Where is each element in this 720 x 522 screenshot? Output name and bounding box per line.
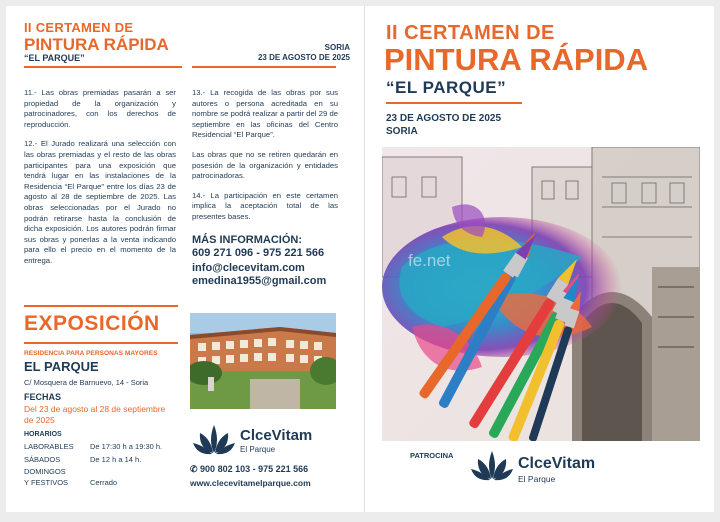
- brochure: [6, 6, 714, 512]
- rule-14: 14.- La participación en este certamen implica la aceptación total de las presentes bases.: [192, 190, 338, 221]
- cover-title-subtitle: “EL PARQUE”: [386, 78, 507, 97]
- rule-12: 12.- El Jurado realizará una selección con las obras premiadas y el resto de las obras participantes para una exposición que tendrá lugar en las instalaciones de la Residencia “El Parque” entre los días 23 de agosto al 28 de septiembre de 2025. Las obras seleccionadas por el Jurado no podrán retirarse hasta la conclusión de dicha exposición. Los autores podrán firmar sus obras y ponerlas a la venta indicando para ello el precio en el momento de la entrega.: [24, 139, 176, 265]
- patrocina-label: PATROCINA: [410, 451, 454, 460]
- cover-title-line1: II CERTAMEN DE: [386, 22, 555, 44]
- rule-11: 11.- Las obras premiadas pasarán a ser propiedad de la organización y patrocinadores, con los derechos de reproducción.: [24, 88, 176, 129]
- left-header-city: SORIA: [324, 43, 350, 52]
- rules-column-1: [24, 88, 176, 276]
- more-info-title: MÁS INFORMACIÓN:: [192, 234, 302, 246]
- expo-rule-bottom: [24, 342, 178, 344]
- left-logo-sub: El Parque: [240, 445, 276, 454]
- horarios-label: HORARIOS: [24, 431, 62, 438]
- left-header-rule-1: [24, 66, 182, 68]
- left-header-subtitle: “EL PARQUE”: [24, 53, 85, 63]
- more-info-email-2[interactable]: emedina1955@gmail.com: [192, 275, 327, 287]
- venue-label: RESIDENCIA PARA PERSONAS MAYORES: [24, 350, 158, 357]
- venue-address: C/ Mosquera de Barnuevo, 14 - Soria: [24, 378, 149, 387]
- left-header-date: 23 DE AGOSTO DE 2025: [257, 53, 350, 62]
- left-logo-name: ClceVitam: [240, 427, 313, 444]
- cover-city: SORIA: [386, 126, 418, 137]
- schedule-day-1: LABORABLES: [24, 442, 74, 451]
- schedule-hours-4: Cerrado: [90, 478, 118, 487]
- cover-rule: [386, 102, 522, 104]
- contact-web[interactable]: www.clecevitamelparque.com: [190, 478, 311, 488]
- venue-name: EL PARQUE: [24, 359, 99, 374]
- expo-rule-top: [24, 305, 178, 307]
- more-info-email-1[interactable]: info@clecevitam.com: [192, 262, 305, 274]
- right-logo-sub: El Parque: [518, 474, 556, 484]
- cover-title-main: PINTURA RÁPIDA: [384, 42, 649, 77]
- schedule-day-2: SÁBADOS: [24, 455, 61, 464]
- schedule-day-3: DOMINGOS: [24, 467, 66, 476]
- rule-13-note: Las obras que no se retiren quedarán en posesión de la organización y entidades patrocinadoras.: [192, 149, 338, 181]
- schedule-hours-1: De 17:30 h a 19:30 h.: [90, 442, 163, 451]
- contact-phones: [190, 464, 308, 475]
- watermark-text: fe.net: [408, 251, 451, 270]
- schedule-day-4: Y FESTIVOS: [24, 478, 69, 487]
- fechas-value: Del 23 de agosto al 28 de septiembre de 2025: [24, 404, 166, 425]
- phone-icon: ✆: [190, 464, 201, 474]
- lotus-logo-icon: [470, 447, 514, 487]
- rules-column-2: [192, 88, 338, 232]
- more-info-phones: 609 271 096 - 975 221 566: [192, 247, 325, 259]
- lotus-logo-icon: [192, 421, 236, 461]
- right-logo-name: ClceVitam: [518, 455, 596, 472]
- left-header-rule-2: [192, 66, 336, 68]
- contact-phones-text: 900 802 103 - 975 221 566: [200, 464, 309, 474]
- left-header-line1: II CERTAMEN DE: [24, 20, 134, 35]
- fold-line: [364, 6, 365, 512]
- expo-title: EXPOSICIÓN: [24, 312, 160, 335]
- residence-photo: [190, 313, 336, 409]
- cover-artwork: [382, 147, 700, 441]
- left-header-title: PINTURA RÁPIDA: [24, 35, 169, 54]
- schedule-hours-2: De 12 h a 14 h.: [90, 455, 142, 464]
- rule-13: 13.- La recogida de las obras por sus autores o persona acreditada en su nombre se podrá realizar a partir del 29 de septiembre en las oficinas del Centro Residencial “El Parque”.: [192, 88, 338, 140]
- fechas-label: FECHAS: [24, 392, 62, 402]
- cover-date: 23 DE AGOSTO DE 2025: [386, 113, 502, 124]
